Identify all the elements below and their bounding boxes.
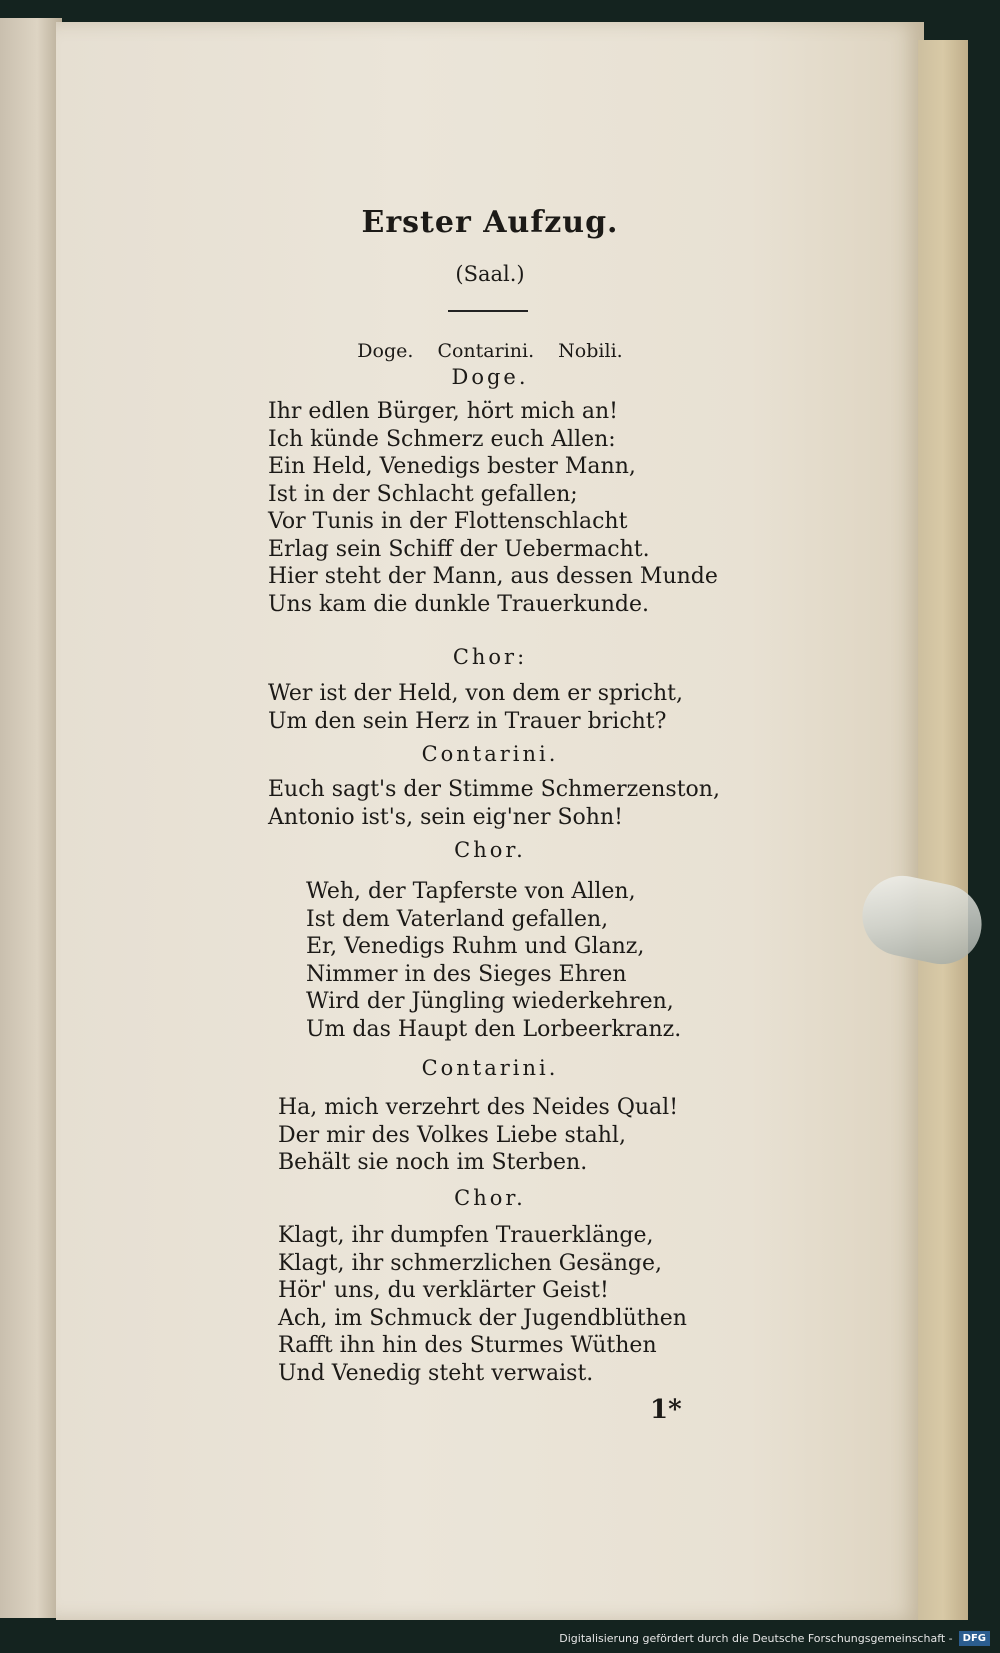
speaker-heading: Chor: xyxy=(452,645,528,669)
verse-block xyxy=(268,776,720,831)
verse-block xyxy=(268,680,683,735)
verse-block xyxy=(268,398,718,618)
verse-line: Antonio ist's, sein eig'ner Sohn! xyxy=(268,804,623,830)
verse-line: Um das Haupt den Lorbeerkranz. xyxy=(306,1016,682,1042)
verse-block xyxy=(278,1094,678,1177)
speaker-heading: Contarini. xyxy=(421,742,559,766)
verse-line: Vor Tunis in der Flottenschlacht xyxy=(268,509,628,534)
page-content xyxy=(56,0,924,1653)
speaker-heading: Doge. xyxy=(451,365,529,389)
verse-line: Ein Held, Venedigs bester Mann, xyxy=(268,454,636,479)
divider-rule xyxy=(448,310,528,312)
verse-line: Klagt, ihr schmerzlichen Gesänge, xyxy=(278,1250,662,1276)
footer-credit xyxy=(559,1627,990,1649)
page-stack-edge xyxy=(918,40,968,1620)
speaker-heading: Chor. xyxy=(454,838,526,862)
verse-block xyxy=(306,878,681,1043)
verse-line: Ach, im Schmuck der Jugendblüthen xyxy=(278,1305,687,1331)
verse-line: Uns kam die dunkle Trauerkunde. xyxy=(268,591,650,617)
verse-line: Nimmer in des Sieges Ehren xyxy=(306,961,627,987)
verse-line: Erlag sein Schiff der Uebermacht. xyxy=(268,536,650,562)
verse-line: Behält sie noch im Sterben. xyxy=(278,1150,588,1175)
verse-line: Hör' uns, du verklärter Geist! xyxy=(278,1278,609,1303)
verse-line: Wird der Jüngling wiederkehren, xyxy=(306,989,674,1014)
verse-line: Ich künde Schmerz euch Allen: xyxy=(268,426,616,452)
verse-line: Ha, mich verzehrt des Neides Qual! xyxy=(278,1095,679,1120)
verse-line: Rafft ihn hin des Sturmes Wüthen xyxy=(278,1333,657,1358)
verse-line: Ist dem Vaterland gefallen, xyxy=(306,906,609,932)
verse-line: Er, Venedigs Ruhm und Glanz, xyxy=(306,934,645,959)
speaker-heading: Chor. xyxy=(454,1186,526,1210)
verse-line: Hier steht der Mann, aus dessen Munde xyxy=(268,564,718,589)
footer-text: Digitalisierung gefördert durch die Deutsche Forschungsgemeinschaft - xyxy=(559,1631,953,1645)
verse-line: Weh, der Tapferste von Allen, xyxy=(306,879,636,904)
verse-line: Euch sagt's der Stimme Schmerzenston, xyxy=(268,777,720,802)
dfg-logo-icon: DFG xyxy=(959,1631,990,1646)
verse-line: Der mir des Volkes Liebe stahl, xyxy=(278,1122,626,1148)
verse-line: Und Venedig steht verwaist. xyxy=(278,1360,594,1386)
act-title: Erster Aufzug. xyxy=(361,205,619,240)
cast-list: Doge. Contarini. Nobili. xyxy=(357,340,623,362)
verse-line: Klagt, ihr dumpfen Trauerklänge, xyxy=(278,1223,654,1248)
speaker-heading: Contarini. xyxy=(421,1056,559,1080)
verse-line: Ist in der Schlacht gefallen; xyxy=(268,481,578,507)
verse-line: Wer ist der Held, von dem er spricht, xyxy=(268,681,684,706)
scene-setting: (Saal.) xyxy=(455,262,525,286)
page-number: 1* xyxy=(650,1395,682,1425)
verse-block xyxy=(278,1222,687,1387)
verse-line: Ihr edlen Bürger, hört mich an! xyxy=(268,399,619,424)
verse-line: Um den sein Herz in Trauer bricht? xyxy=(268,708,667,734)
facing-page-edge xyxy=(0,18,62,1618)
